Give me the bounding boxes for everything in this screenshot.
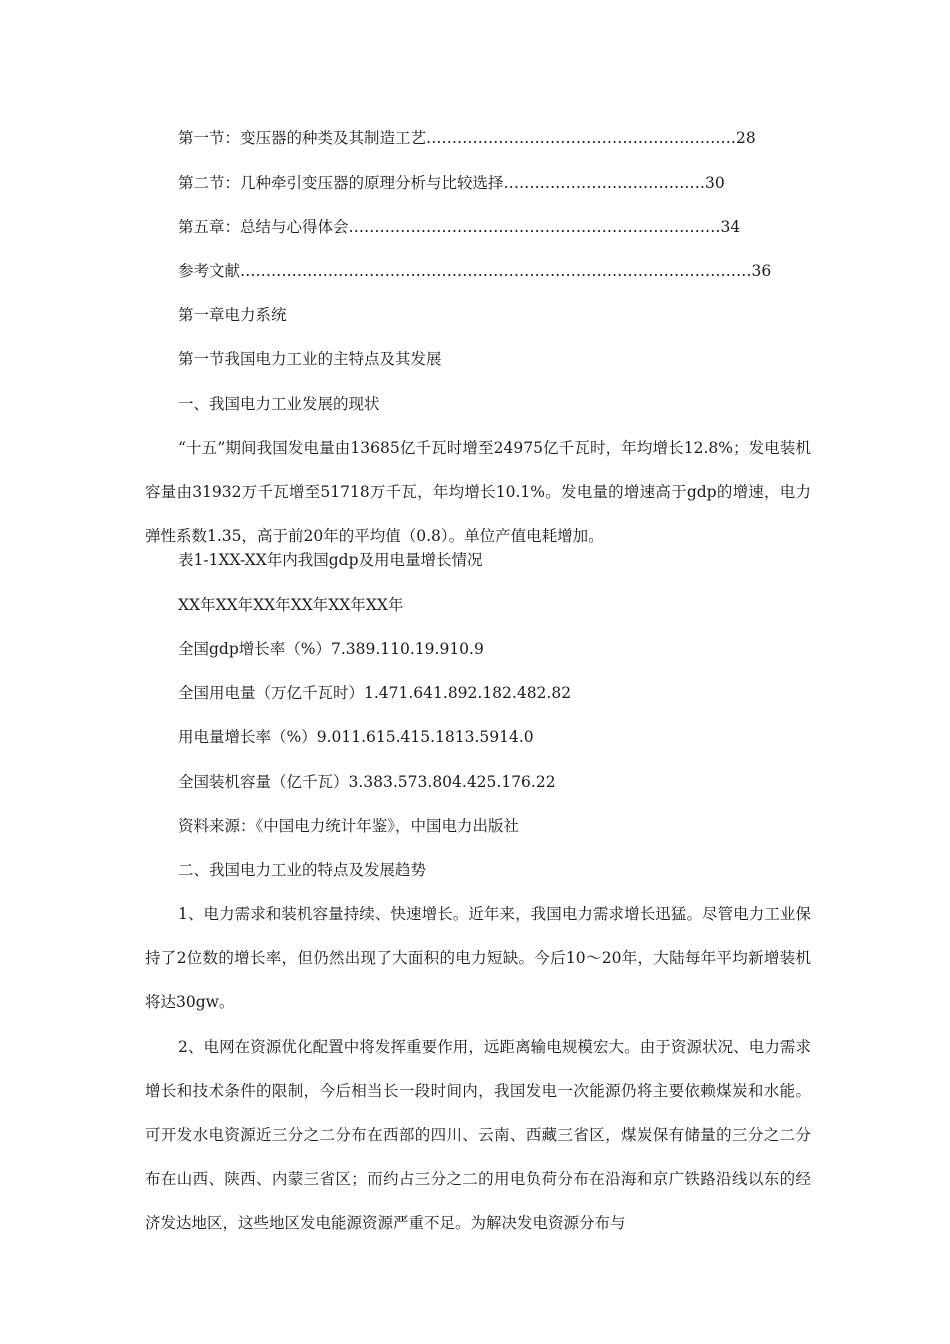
- table-row-consumption: 全国用电量（万亿千瓦时）1.471.641.892.182.482.82: [178, 684, 572, 702]
- table-row-gdp: 全国gdp增长率（%）7.389.110.19.910.9: [178, 640, 484, 658]
- table-source: 资料来源：《中国电力统计年鉴》，中国电力出版社: [178, 817, 520, 835]
- table-row-consumption-growth: 用电量增长率（%）9.011.615.415.1813.5914.0: [178, 728, 534, 746]
- table-header-row: XX年XX年XX年XX年XX年XX年: [178, 596, 404, 614]
- chapter-title: 第一章电力系统: [178, 306, 287, 324]
- toc-entry-transformer-types: 第一节：变压器的种类及其制造工艺……………………………………………………28: [178, 129, 756, 147]
- table-caption: 表1-1XX-XX年内我国gdp及用电量增长情况: [178, 551, 483, 569]
- toc-entry-summary: 第五章：总结与心得体会………………………………………………………………34: [178, 218, 741, 236]
- toc-entry-references: 参考文献………………………………………………………………………………………36: [178, 262, 772, 280]
- paragraph-demand-growth: 1、电力需求和装机容量持续、快速增长。近年来，我国电力需求增长迅猛。尽管电力工业保持了2位数的增长率，但仍然出现了大面积的电力短缺。今后10～20年，大陆每年平均新增装机将达30gw。: [145, 905, 811, 1011]
- subsection-title-status: 一、我国电力工业发展的现状: [178, 395, 380, 413]
- paragraph-grid-allocation: 2、电网在资源优化配置中将发挥重要作用，远距离输电规模宏大。由于资源状况、电力需求增长和技术条件的限制，今后相当长一段时间内，我国发电一次能源仍将主要依赖煤炭和水能。可开发水电资源近三分之二分布在西部的四川、云南、西藏三省区，煤炭保有储量的三分之二分布在山西、陕西、内蒙三省区；而约占三分之二的用电负荷分布在沿海和京广铁路沿线以东的经济发达地区，这些地区发电能源资源严重不足。为解决发电资源分布与: [145, 1038, 811, 1232]
- toc-entry-traction-transformer: 第二节：几种牵引变压器的原理分析与比较选择…………………………………30: [178, 174, 725, 192]
- table-row-capacity: 全国装机容量（亿千瓦）3.383.573.804.425.176.22: [178, 773, 556, 791]
- section-title: 第一节我国电力工业的主特点及其发展: [178, 350, 442, 368]
- paragraph-output-growth: “十五”期间我国发电量由13685亿千瓦时增至24975亿千瓦时，年均增长12.8%；发电装机容量由31932万千瓦增至51718万千瓦，年均增长10.1%。发电量的增速高于gdp的增速，电力弹性系数1.35，高于前20年的平均值（0.8）。单位产值电耗增加。: [145, 439, 811, 545]
- subsection-title-trends: 二、我国电力工业的特点及发展趋势: [178, 861, 427, 879]
